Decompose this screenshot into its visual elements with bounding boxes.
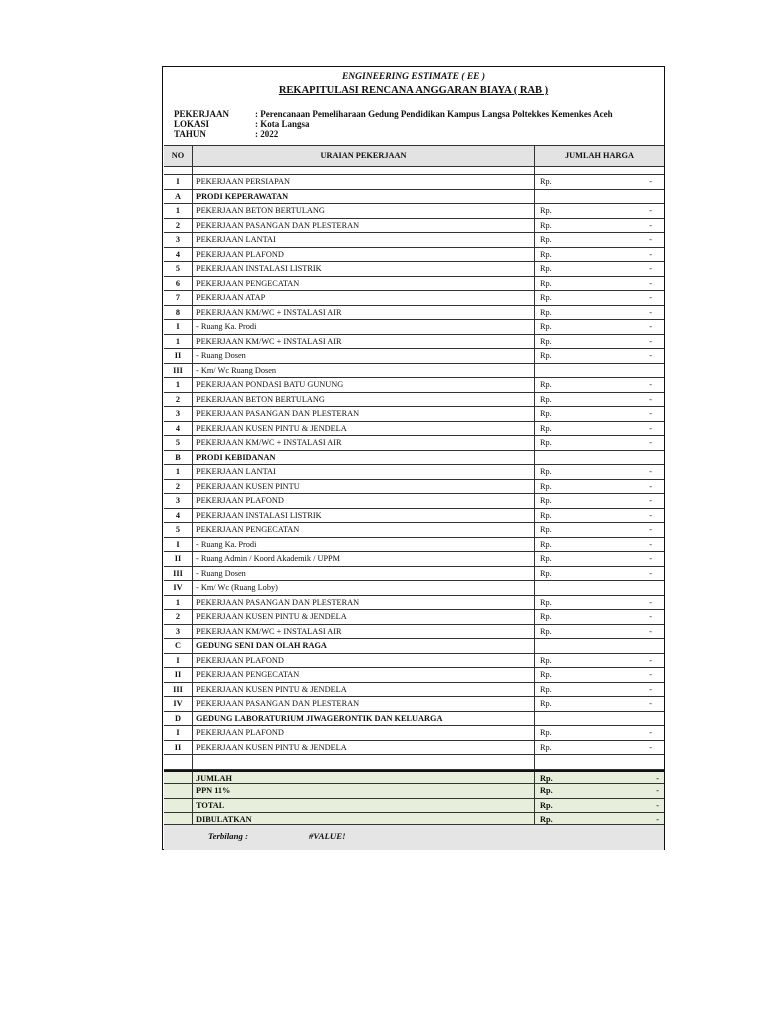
table-header <box>164 145 664 167</box>
row-jumlah <box>535 364 664 378</box>
total-rp: Rp. <box>540 773 553 783</box>
row-no: IV <box>164 697 193 711</box>
table-row <box>164 523 664 538</box>
row-no: C <box>164 639 193 653</box>
total-no <box>164 799 193 813</box>
row-uraian: PEKERJAAN INSTALASI LISTRIK <box>193 262 535 276</box>
table-row <box>164 233 664 248</box>
table-row <box>164 349 664 364</box>
table-row <box>164 393 664 408</box>
table-row <box>164 639 664 654</box>
row-no: 2 <box>164 219 193 233</box>
table-body <box>164 175 664 755</box>
row-no: B <box>164 451 193 465</box>
row-uraian: PEKERJAAN PENGECATAN <box>193 277 535 291</box>
row-rp: Rp. <box>540 728 552 737</box>
row-jumlah <box>535 190 664 204</box>
row-rp: Rp. <box>540 177 552 186</box>
total-jumlah <box>535 772 664 784</box>
row-value: - <box>649 612 652 621</box>
total-label: DIBULATKAN <box>193 813 535 827</box>
row-uraian: PEKERJAAN KUSEN PINTU & JENDELA <box>193 422 535 436</box>
row-uraian: PEKERJAAN KM/WC + INSTALASI AIR <box>193 335 535 349</box>
info-label: LOKASI <box>174 119 210 129</box>
row-jumlah <box>535 335 664 349</box>
row-value: - <box>649 380 652 389</box>
row-jumlah <box>535 538 664 552</box>
row-value: - <box>649 554 652 563</box>
row-value: - <box>649 293 652 302</box>
row-uraian: PEKERJAAN KM/WC + INSTALASI AIR <box>193 436 535 450</box>
row-value: - <box>649 278 652 288</box>
row-uraian: PEKERJAAN KM/WC + INSTALASI AIR <box>193 625 535 639</box>
row-jumlah <box>535 291 664 305</box>
table-row <box>164 567 664 582</box>
info-lokasi <box>174 120 310 129</box>
row-value: - <box>649 481 652 491</box>
total-row <box>164 770 664 785</box>
row-jumlah <box>535 277 664 291</box>
blank-row <box>164 755 664 770</box>
table-row <box>164 407 664 422</box>
table-row <box>164 625 664 640</box>
row-uraian: PEKERJAAN KUSEN PINTU & JENDELA <box>193 683 535 697</box>
row-no: 3 <box>164 494 193 508</box>
row-jumlah <box>535 639 664 653</box>
row-rp: Rp. <box>540 655 552 665</box>
row-uraian: PEKERJAAN INSTALASI LISTRIK <box>193 509 535 523</box>
row-no: 5 <box>164 436 193 450</box>
table-row <box>164 306 664 321</box>
table-row <box>164 668 664 683</box>
info-value: : 2022 <box>255 129 279 139</box>
row-value: - <box>649 568 652 578</box>
row-value: - <box>649 322 652 331</box>
table-row <box>164 175 664 190</box>
row-rp: Rp. <box>540 438 552 447</box>
row-jumlah <box>535 494 664 508</box>
row-uraian: PEKERJAAN PERSIAPAN <box>193 175 535 189</box>
table-row <box>164 697 664 712</box>
row-uraian: PEKERJAAN PENGECATAN <box>193 668 535 682</box>
row-value: - <box>649 220 652 230</box>
row-uraian: PEKERJAAN KM/WC + INSTALASI AIR <box>193 306 535 320</box>
row-no: 5 <box>164 262 193 276</box>
row-jumlah <box>535 306 664 320</box>
row-uraian: PEKERJAAN KUSEN PINTU <box>193 480 535 494</box>
row-no: 3 <box>164 233 193 247</box>
row-value: - <box>649 438 652 447</box>
row-jumlah <box>535 451 664 465</box>
row-no: 2 <box>164 393 193 407</box>
row-rp: Rp. <box>540 597 552 607</box>
row-rp: Rp. <box>540 394 552 404</box>
row-rp: Rp. <box>540 423 552 433</box>
row-value: - <box>649 539 652 549</box>
table-row <box>164 581 664 596</box>
row-rp: Rp. <box>540 206 552 215</box>
row-value: - <box>649 496 652 505</box>
row-value: - <box>649 409 652 418</box>
row-rp: Rp. <box>540 278 552 288</box>
row-rp: Rp. <box>540 554 552 563</box>
row-jumlah <box>535 480 664 494</box>
totals-section <box>164 770 664 828</box>
row-uraian: - Ruang Ka. Prodi <box>193 538 535 552</box>
row-value: - <box>649 626 652 636</box>
row-jumlah <box>535 712 664 726</box>
ee-title: ENGINEERING ESTIMATE ( EE ) <box>341 72 486 82</box>
terbilang-row <box>164 824 664 850</box>
row-uraian: PEKERJAAN PLAFOND <box>193 494 535 508</box>
row-value: - <box>649 351 652 360</box>
table-row <box>164 509 664 524</box>
row-value: - <box>649 699 652 708</box>
row-jumlah <box>535 349 664 363</box>
table-row <box>164 494 664 509</box>
row-jumlah <box>535 378 664 392</box>
row-rp: Rp. <box>540 742 552 752</box>
info-value: : Kota Langsa <box>255 119 310 129</box>
row-no: IV <box>164 581 193 595</box>
row-value: - <box>649 235 652 244</box>
row-jumlah <box>535 175 664 189</box>
row-jumlah <box>535 262 664 276</box>
row-uraian: PEKERJAAN PASANGAN DAN PLESTERAN <box>193 407 535 421</box>
row-jumlah <box>535 741 664 755</box>
total-value: - <box>656 786 659 795</box>
row-uraian: PEKERJAAN KUSEN PINTU & JENDELA <box>193 741 535 755</box>
row-value: - <box>649 728 652 737</box>
row-uraian: PEKERJAAN PLAFOND <box>193 726 535 740</box>
row-jumlah <box>535 726 664 740</box>
row-jumlah <box>535 654 664 668</box>
row-no: 1 <box>164 204 193 218</box>
row-jumlah <box>535 683 664 697</box>
table-row <box>164 204 664 219</box>
row-no: I <box>164 538 193 552</box>
row-no: III <box>164 567 193 581</box>
row-uraian: PEKERJAAN BETON BERTULANG <box>193 204 535 218</box>
row-value: - <box>649 206 652 215</box>
row-no: A <box>164 190 193 204</box>
row-uraian: PEKERJAAN BETON BERTULANG <box>193 393 535 407</box>
table-row <box>164 436 664 451</box>
row-jumlah <box>535 596 664 610</box>
table-row <box>164 291 664 306</box>
row-rp: Rp. <box>540 626 552 636</box>
row-jumlah <box>535 407 664 421</box>
row-rp: Rp. <box>540 510 552 520</box>
row-jumlah <box>535 668 664 682</box>
row-jumlah <box>535 552 664 566</box>
row-uraian: PEKERJAAN PASANGAN DAN PLESTERAN <box>193 697 535 711</box>
row-rp: Rp. <box>540 235 552 244</box>
row-value: - <box>649 510 652 520</box>
row-no: 4 <box>164 422 193 436</box>
col-header-jumlah: JUMLAH HARGA <box>565 151 634 160</box>
row-jumlah <box>535 248 664 262</box>
row-jumlah <box>535 697 664 711</box>
row-jumlah <box>535 509 664 523</box>
row-jumlah <box>535 581 664 595</box>
rab-table <box>164 145 664 828</box>
row-uraian: PEKERJAAN PLAFOND <box>193 248 535 262</box>
total-label: TOTAL <box>193 799 535 813</box>
total-value: - <box>656 800 659 810</box>
row-rp: Rp. <box>540 293 552 302</box>
row-jumlah <box>535 219 664 233</box>
row-rp: Rp. <box>540 684 552 694</box>
row-uraian: PEKERJAAN PLAFOND <box>193 654 535 668</box>
table-row <box>164 277 664 292</box>
info-value: : Perencanaan Pemeliharaan Gedung Pendidikan Kampus Langsa Poltekkes Kemenkes Aceh <box>255 109 613 119</box>
total-jumlah <box>535 799 664 813</box>
row-uraian: PEKERJAAN PASANGAN DAN PLESTERAN <box>193 596 535 610</box>
table-row <box>164 465 664 480</box>
row-jumlah <box>535 320 664 334</box>
table-row <box>164 538 664 553</box>
row-no: 1 <box>164 335 193 349</box>
total-rp: Rp. <box>540 800 553 810</box>
row-no: 1 <box>164 596 193 610</box>
row-uraian: - Km/ Wc (Ruang Loby) <box>193 581 535 595</box>
row-rp: Rp. <box>540 220 552 230</box>
row-value: - <box>649 655 652 665</box>
row-value: - <box>649 264 652 273</box>
info-label: PEKERJAAN <box>174 109 230 119</box>
row-no: III <box>164 364 193 378</box>
row-uraian: PEKERJAAN LANTAI <box>193 465 535 479</box>
info-label: TAHUN <box>174 129 206 139</box>
row-no: 4 <box>164 509 193 523</box>
row-uraian: PEKERJAAN KUSEN PINTU & JENDELA <box>193 610 535 624</box>
table-row <box>164 335 664 350</box>
table-row <box>164 219 664 234</box>
row-rp: Rp. <box>540 307 552 317</box>
row-uraian: - Km/ Wc Ruang Dosen <box>193 364 535 378</box>
table-row <box>164 451 664 466</box>
total-rp: Rp. <box>540 815 553 824</box>
info-tahun <box>174 130 278 139</box>
row-rp: Rp. <box>540 699 552 708</box>
table-row <box>164 596 664 611</box>
row-rp: Rp. <box>540 264 552 273</box>
total-value: - <box>656 773 659 783</box>
rekap-title: REKAPITULASI RENCANA ANGGARAN BIAYA ( RAB ) <box>278 85 549 96</box>
row-no: I <box>164 175 193 189</box>
spacer-row <box>164 167 664 175</box>
row-jumlah <box>535 422 664 436</box>
table-row <box>164 320 664 335</box>
row-no: II <box>164 668 193 682</box>
row-no: 1 <box>164 465 193 479</box>
row-rp: Rp. <box>540 525 552 534</box>
row-jumlah <box>535 204 664 218</box>
total-row <box>164 784 664 799</box>
table-row <box>164 741 664 756</box>
rab-sheet <box>162 66 665 850</box>
total-rp: Rp. <box>540 786 553 795</box>
row-no: D <box>164 712 193 726</box>
row-no: 2 <box>164 610 193 624</box>
row-no: II <box>164 741 193 755</box>
row-no: 3 <box>164 625 193 639</box>
row-no: III <box>164 683 193 697</box>
row-no: I <box>164 320 193 334</box>
row-value: - <box>649 307 652 317</box>
info-pekerjaan <box>174 110 613 119</box>
col-header-uraian: URAIAN PEKERJAAN <box>193 146 535 166</box>
row-rp: Rp. <box>540 322 552 331</box>
table-row <box>164 726 664 741</box>
row-uraian: GEDUNG SENI DAN OLAH RAGA <box>193 639 535 653</box>
table-row <box>164 378 664 393</box>
row-value: - <box>649 249 652 259</box>
terbilang-label: Terbilang : <box>208 831 248 841</box>
table-row <box>164 712 664 727</box>
total-value: - <box>656 815 659 824</box>
row-no: 4 <box>164 248 193 262</box>
row-no: 8 <box>164 306 193 320</box>
row-jumlah <box>535 567 664 581</box>
row-uraian: PEKERJAAN PONDASI BATU GUNUNG <box>193 378 535 392</box>
row-uraian: - Ruang Dosen <box>193 349 535 363</box>
row-no: II <box>164 552 193 566</box>
row-no: 1 <box>164 378 193 392</box>
row-uraian: PEKERJAAN ATAP <box>193 291 535 305</box>
row-no: 6 <box>164 277 193 291</box>
row-no: I <box>164 654 193 668</box>
row-rp: Rp. <box>540 568 552 578</box>
row-jumlah <box>535 523 664 537</box>
row-uraian: PEKERJAAN PENGECATAN <box>193 523 535 537</box>
row-value: - <box>649 597 652 607</box>
table-row <box>164 422 664 437</box>
row-value: - <box>649 670 652 679</box>
row-jumlah <box>535 610 664 624</box>
table-row <box>164 262 664 277</box>
row-value: - <box>649 467 652 476</box>
row-value: - <box>649 525 652 534</box>
row-jumlah <box>535 233 664 247</box>
row-rp: Rp. <box>540 481 552 491</box>
table-row <box>164 480 664 495</box>
row-no: 5 <box>164 523 193 537</box>
row-rp: Rp. <box>540 612 552 621</box>
row-jumlah <box>535 465 664 479</box>
row-rp: Rp. <box>540 409 552 418</box>
table-row <box>164 190 664 205</box>
row-value: - <box>649 336 652 346</box>
row-uraian: PRODI KEPERAWATAN <box>193 190 535 204</box>
total-label: PPN 11% <box>193 784 535 798</box>
row-value: - <box>649 177 652 186</box>
row-no: I <box>164 726 193 740</box>
row-uraian: PEKERJAAN PASANGAN DAN PLESTERAN <box>193 219 535 233</box>
terbilang-value: #VALUE! <box>309 831 346 841</box>
row-value: - <box>649 684 652 694</box>
row-jumlah <box>535 393 664 407</box>
table-row <box>164 552 664 567</box>
row-rp: Rp. <box>540 351 552 360</box>
row-value: - <box>649 742 652 752</box>
row-rp: Rp. <box>540 380 552 389</box>
col-header-no: NO <box>164 146 193 166</box>
row-no: II <box>164 349 193 363</box>
total-no <box>164 784 193 798</box>
row-rp: Rp. <box>540 249 552 259</box>
total-jumlah <box>535 784 664 798</box>
row-rp: Rp. <box>540 496 552 505</box>
row-no: 7 <box>164 291 193 305</box>
row-uraian: PRODI KEBIDANAN <box>193 451 535 465</box>
row-rp: Rp. <box>540 539 552 549</box>
row-uraian: GEDUNG LABORATURIUM JIWAGERONTIK DAN KELUARGA <box>193 712 535 726</box>
row-jumlah <box>535 625 664 639</box>
row-value: - <box>649 423 652 433</box>
row-no: 3 <box>164 407 193 421</box>
row-rp: Rp. <box>540 336 552 346</box>
table-row <box>164 610 664 625</box>
row-rp: Rp. <box>540 670 552 679</box>
total-no <box>164 772 193 784</box>
total-row <box>164 799 664 814</box>
table-row <box>164 364 664 379</box>
row-uraian: PEKERJAAN LANTAI <box>193 233 535 247</box>
table-row <box>164 683 664 698</box>
row-no: 2 <box>164 480 193 494</box>
row-uraian: - Ruang Admin / Koord Akademik / UPPM <box>193 552 535 566</box>
row-uraian: - Ruang Ka. Prodi <box>193 320 535 334</box>
row-value: - <box>649 394 652 404</box>
row-rp: Rp. <box>540 467 552 476</box>
table-row <box>164 248 664 263</box>
total-label: JUMLAH <box>193 772 535 784</box>
table-row <box>164 654 664 669</box>
row-uraian: - Ruang Dosen <box>193 567 535 581</box>
row-jumlah <box>535 436 664 450</box>
